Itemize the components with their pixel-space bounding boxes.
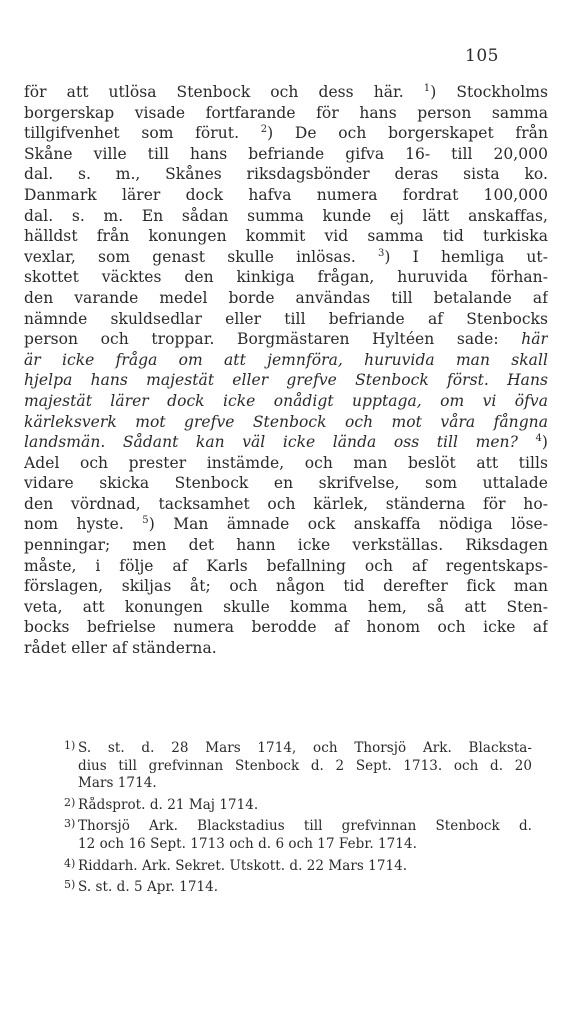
text-segment: vexlar, som genast skulle inlösas. — [24, 247, 378, 266]
text-line — [24, 82, 548, 103]
footnote-ref: 4 — [535, 432, 542, 444]
footnote — [64, 740, 532, 793]
text-segment: ) — [541, 433, 548, 452]
text-segment: skottet väcktes den kinkiga frågan, huruvida förhan- — [24, 268, 548, 287]
text-line — [24, 267, 548, 288]
text-line — [24, 514, 548, 535]
text-segment: bocks befrielse numera berodde af honom och icke af — [24, 618, 548, 637]
footnote-ref: 1 — [423, 82, 431, 94]
text-line — [24, 329, 548, 350]
text-segment: ) Stockholms — [430, 83, 548, 101]
text-line — [24, 535, 548, 556]
text-line — [24, 164, 548, 185]
footnote — [64, 818, 532, 853]
text-line — [24, 350, 548, 371]
footnote-mark: 3) — [64, 817, 76, 831]
text-line — [24, 103, 548, 124]
text-segment: hälldst från konungen kommit vid samma tid turkiska — [24, 227, 548, 246]
footnote-mark: 1) — [64, 739, 76, 752]
footnote-line: Riddarh. Ark. Sekret. Utskott. d. 22 Mars 1714. — [78, 857, 408, 874]
text-line — [24, 453, 548, 474]
text-line — [24, 494, 548, 515]
text-segment: penningar; men det hann icke verkställas. Riksdagen — [24, 536, 548, 555]
italic-text: majestät lärer dock icke onådigt upptaga, om vi öfva — [24, 391, 548, 410]
text-segment: Danmark lärer dock hafva numera fordrat 100,000 — [24, 185, 548, 204]
text-line — [24, 226, 548, 247]
text-line — [24, 144, 548, 165]
text-segment: nom hyste. — [24, 515, 143, 534]
italic-text: kärleksverk mot grefve Stenbock och mot våra fångna — [24, 412, 548, 431]
text-line — [24, 473, 548, 494]
text-line — [24, 556, 548, 577]
text-segment: ) De och borgerskapet från — [267, 124, 548, 143]
text-line — [24, 288, 548, 309]
footnote-line: 12 och 16 Sept. 1713 och d. 6 och 17 Febr. 1714. — [78, 835, 417, 852]
text-segment: för att utlösa Stenbock och dess här. — [24, 83, 424, 101]
footnote-line: S. st. d. 5 Apr. 1714. — [78, 879, 219, 896]
italic-text: hjelpa hans majestät eller grefve Stenbock först. Hans — [24, 371, 548, 390]
footnote-line: S. st. d. 28 Mars 1714, och Thorsjö Ark. Blacksta- — [78, 740, 532, 756]
text-line — [24, 206, 548, 227]
text-segment: måste, i följe af Karls befallning och af regentskaps- — [24, 556, 548, 575]
text-line — [24, 617, 548, 638]
text-line — [24, 185, 548, 206]
text-segment: veta, att konungen skulle komma hem, så att Sten- — [24, 597, 548, 616]
footnotes — [64, 740, 532, 901]
text-line — [24, 576, 548, 597]
footnote-ref: 5 — [142, 515, 149, 527]
text-segment: ) I hemliga ut- — [384, 247, 548, 266]
text-segment: person och troppar. Borgmästaren Hyltéen sade: — [24, 330, 522, 349]
text-line — [24, 597, 548, 618]
italic-text: här — [521, 330, 548, 349]
footnote — [64, 797, 532, 815]
footnote-mark: 2) — [64, 795, 76, 809]
footnote-line: dius till grefvinnan Stenbock d. 2 Sept. 1713. och d. 20 — [78, 757, 532, 774]
footnote-ref: 2 — [260, 124, 268, 136]
text-segment: dal. s. m., Skånes riksdagsbönder deras sista ko. — [24, 165, 548, 184]
text-segment: nämnde skuldsedlar eller till befriande af Stenbocks — [24, 309, 548, 328]
footnote-mark: 5) — [64, 878, 76, 892]
text-segment: ) Man ämnade ock anskaffa nödiga löse- — [148, 515, 548, 534]
italic-text: är icke fråga om att jemnföra, huruvida man skall — [24, 350, 548, 369]
footnote-line: Thorsjö Ark. Blackstadius till grefvinnan Stenbock d. — [78, 818, 532, 835]
text-segment: dal. s. m. En sådan summa kunde ej lätt anskaffas, — [24, 206, 548, 225]
text-segment: förslagen, skiljas åt; och någon tid derefter fick man — [24, 577, 548, 596]
text-segment: tillgifvenhet som förut. — [24, 124, 261, 143]
footnote-ref: 3 — [377, 247, 385, 259]
page-number: 105 — [465, 46, 499, 66]
footnote-line: Rådsprot. d. 21 Maj 1714. — [78, 796, 259, 813]
text-segment: den varande medel borde användas till betalande af — [24, 288, 548, 307]
text-segment: vidare skicka Stenbock en skrifvelse, som uttalade — [24, 474, 548, 493]
body-text — [24, 82, 548, 659]
footnote-mark: 4) — [64, 856, 76, 870]
text-segment: Skåne ville till hans befriande gifva 16- till 20,000 — [24, 144, 548, 163]
text-line — [24, 309, 548, 330]
text-line — [24, 123, 548, 144]
footnote — [64, 858, 532, 876]
text-line — [24, 432, 548, 453]
text-segment: den vördnad, tacksamhet och kärlek, ständerna för ho- — [24, 494, 548, 513]
text-segment: Adel och prester instämde, och man beslöt att tills — [24, 453, 548, 472]
text-segment: borgerskap visade fortfarande för hans person samma — [24, 103, 548, 122]
footnote-line: Mars 1714. — [78, 775, 157, 792]
italic-text: landsmän. Sådant kan väl icke lända oss till men? — [24, 433, 536, 452]
text-line — [24, 391, 548, 412]
text-line — [24, 370, 548, 391]
text-line — [24, 638, 548, 659]
text-segment: rådet eller af ständerna. — [24, 639, 217, 658]
footnote — [64, 879, 532, 897]
text-line — [24, 412, 548, 433]
text-line — [24, 247, 548, 268]
